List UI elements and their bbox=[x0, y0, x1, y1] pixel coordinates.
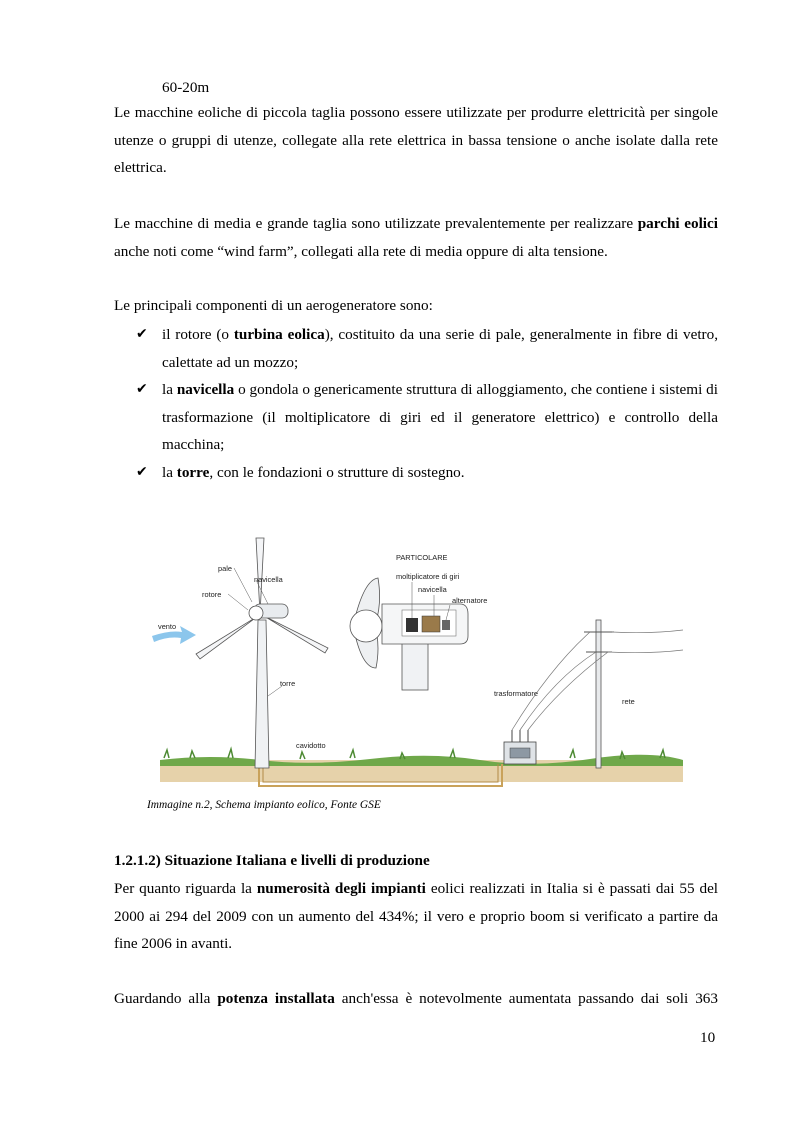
callout-line bbox=[234, 568, 252, 602]
transformer-panel bbox=[510, 748, 530, 758]
gearbox bbox=[406, 618, 418, 632]
label-particolare: PARTICOLARE bbox=[396, 553, 448, 562]
figure-caption: Immagine n.2, Schema impianto eolico, Fonte GSE bbox=[147, 799, 381, 811]
label-cavidotto: cavidotto bbox=[296, 741, 326, 750]
power-line bbox=[512, 632, 590, 730]
label-trasformatore: trasformatore bbox=[494, 689, 538, 698]
list-item-text-end: o gondola o genericamente struttura di alloggiamento, che contiene i sistemi di trasformazione (il moltiplicatore di giri ed il generatore elettrico) e controllo della macchina; bbox=[162, 381, 718, 454]
list-item bbox=[114, 459, 718, 487]
check-icon: ✔ bbox=[136, 463, 148, 480]
detail-hub bbox=[350, 610, 382, 642]
page-number: 10 bbox=[700, 1029, 716, 1046]
blade-right bbox=[264, 616, 328, 653]
label-alternatore: alternatore bbox=[452, 596, 488, 605]
paragraph-installed-power bbox=[114, 985, 718, 1013]
section-heading: 1.2.1.2) Situazione Italiana e livelli di produzione bbox=[114, 852, 430, 869]
list-item-bold: navicella bbox=[176, 381, 235, 399]
para2-text: Le macchine di media e grande taglia sono utilizzate prevalentemente per realizzare bbox=[114, 215, 638, 232]
hub bbox=[249, 606, 263, 620]
list-intro: Le principali componenti di un aerogeneratore sono: bbox=[114, 297, 433, 314]
list-item-bold: torre bbox=[176, 463, 210, 481]
para4-text: Guardando alla bbox=[114, 990, 218, 1007]
generator-end bbox=[442, 620, 450, 630]
list-item-text: il rotore (o bbox=[162, 326, 234, 343]
list-item bbox=[114, 321, 718, 376]
list-item-bold: turbina eolica bbox=[233, 326, 325, 343]
tower bbox=[255, 620, 269, 768]
label-vento: vento bbox=[158, 622, 177, 631]
top-fragment: 60-20m bbox=[162, 79, 210, 96]
list-item bbox=[114, 376, 718, 459]
para4-bold: potenza installata bbox=[217, 990, 335, 1007]
para2-bold: parchi eolici bbox=[637, 215, 718, 232]
paragraph-number-of-plants bbox=[114, 875, 718, 958]
generator bbox=[422, 616, 440, 632]
para2-text-end: anche noti come “wind farm”, collegati alla rete di media oppure di alta tensione. bbox=[114, 242, 608, 260]
grass-strip bbox=[160, 755, 683, 766]
label-navicella-detail: navicella bbox=[418, 585, 447, 594]
label-rotore: rotore bbox=[202, 590, 222, 599]
power-line bbox=[612, 630, 683, 633]
para3-bold: numerosità degli impianti bbox=[256, 880, 426, 897]
paragraph-small-turbines: Le macchine eoliche di piccola taglia possono essere utilizzate per produrre elettricità per singole utenze o gruppi di utenze, collegate alla rete elettrica in bassa tensione o anche isolate dalla rete elettrica. bbox=[114, 104, 718, 177]
power-pole bbox=[596, 620, 601, 768]
label-navicella: navicella bbox=[254, 575, 283, 584]
label-pale: pale bbox=[218, 564, 232, 573]
list-item-text-end: , con le fondazioni o strutture di sostegno. bbox=[209, 463, 465, 481]
blade-left bbox=[196, 616, 258, 659]
label-moltiplicatore: moltiplicatore di giri bbox=[396, 572, 460, 581]
power-line bbox=[608, 650, 683, 653]
para4-text-end: anch'essa è notevolmente aumentata passando dai soli 363 bbox=[334, 990, 718, 1007]
callout-line bbox=[228, 594, 248, 610]
list-item-text: la bbox=[162, 381, 177, 399]
list-item-text: la bbox=[162, 463, 177, 481]
wind-plant-diagram bbox=[150, 518, 685, 800]
para3-text: Per quanto riguarda la bbox=[114, 880, 257, 897]
label-rete: rete bbox=[622, 697, 635, 706]
check-icon: ✔ bbox=[136, 326, 148, 342]
label-torre: torre bbox=[280, 679, 296, 688]
components-list bbox=[114, 321, 718, 487]
list-item-text-end: ), costituito da una serie di pale, generalmente in fibre di vetro, calettate ad un mozzo; bbox=[162, 326, 719, 371]
para3-text-end: eolici realizzati in Italia si è passati dai 55 del 2000 ai 294 del 2009 con un aumento del 434%; il vero e proprio boom si verificato a partire da fine 2006 in avanti. bbox=[114, 880, 719, 953]
paragraph-wind-farms bbox=[114, 210, 718, 265]
check-icon: ✔ bbox=[136, 381, 148, 398]
